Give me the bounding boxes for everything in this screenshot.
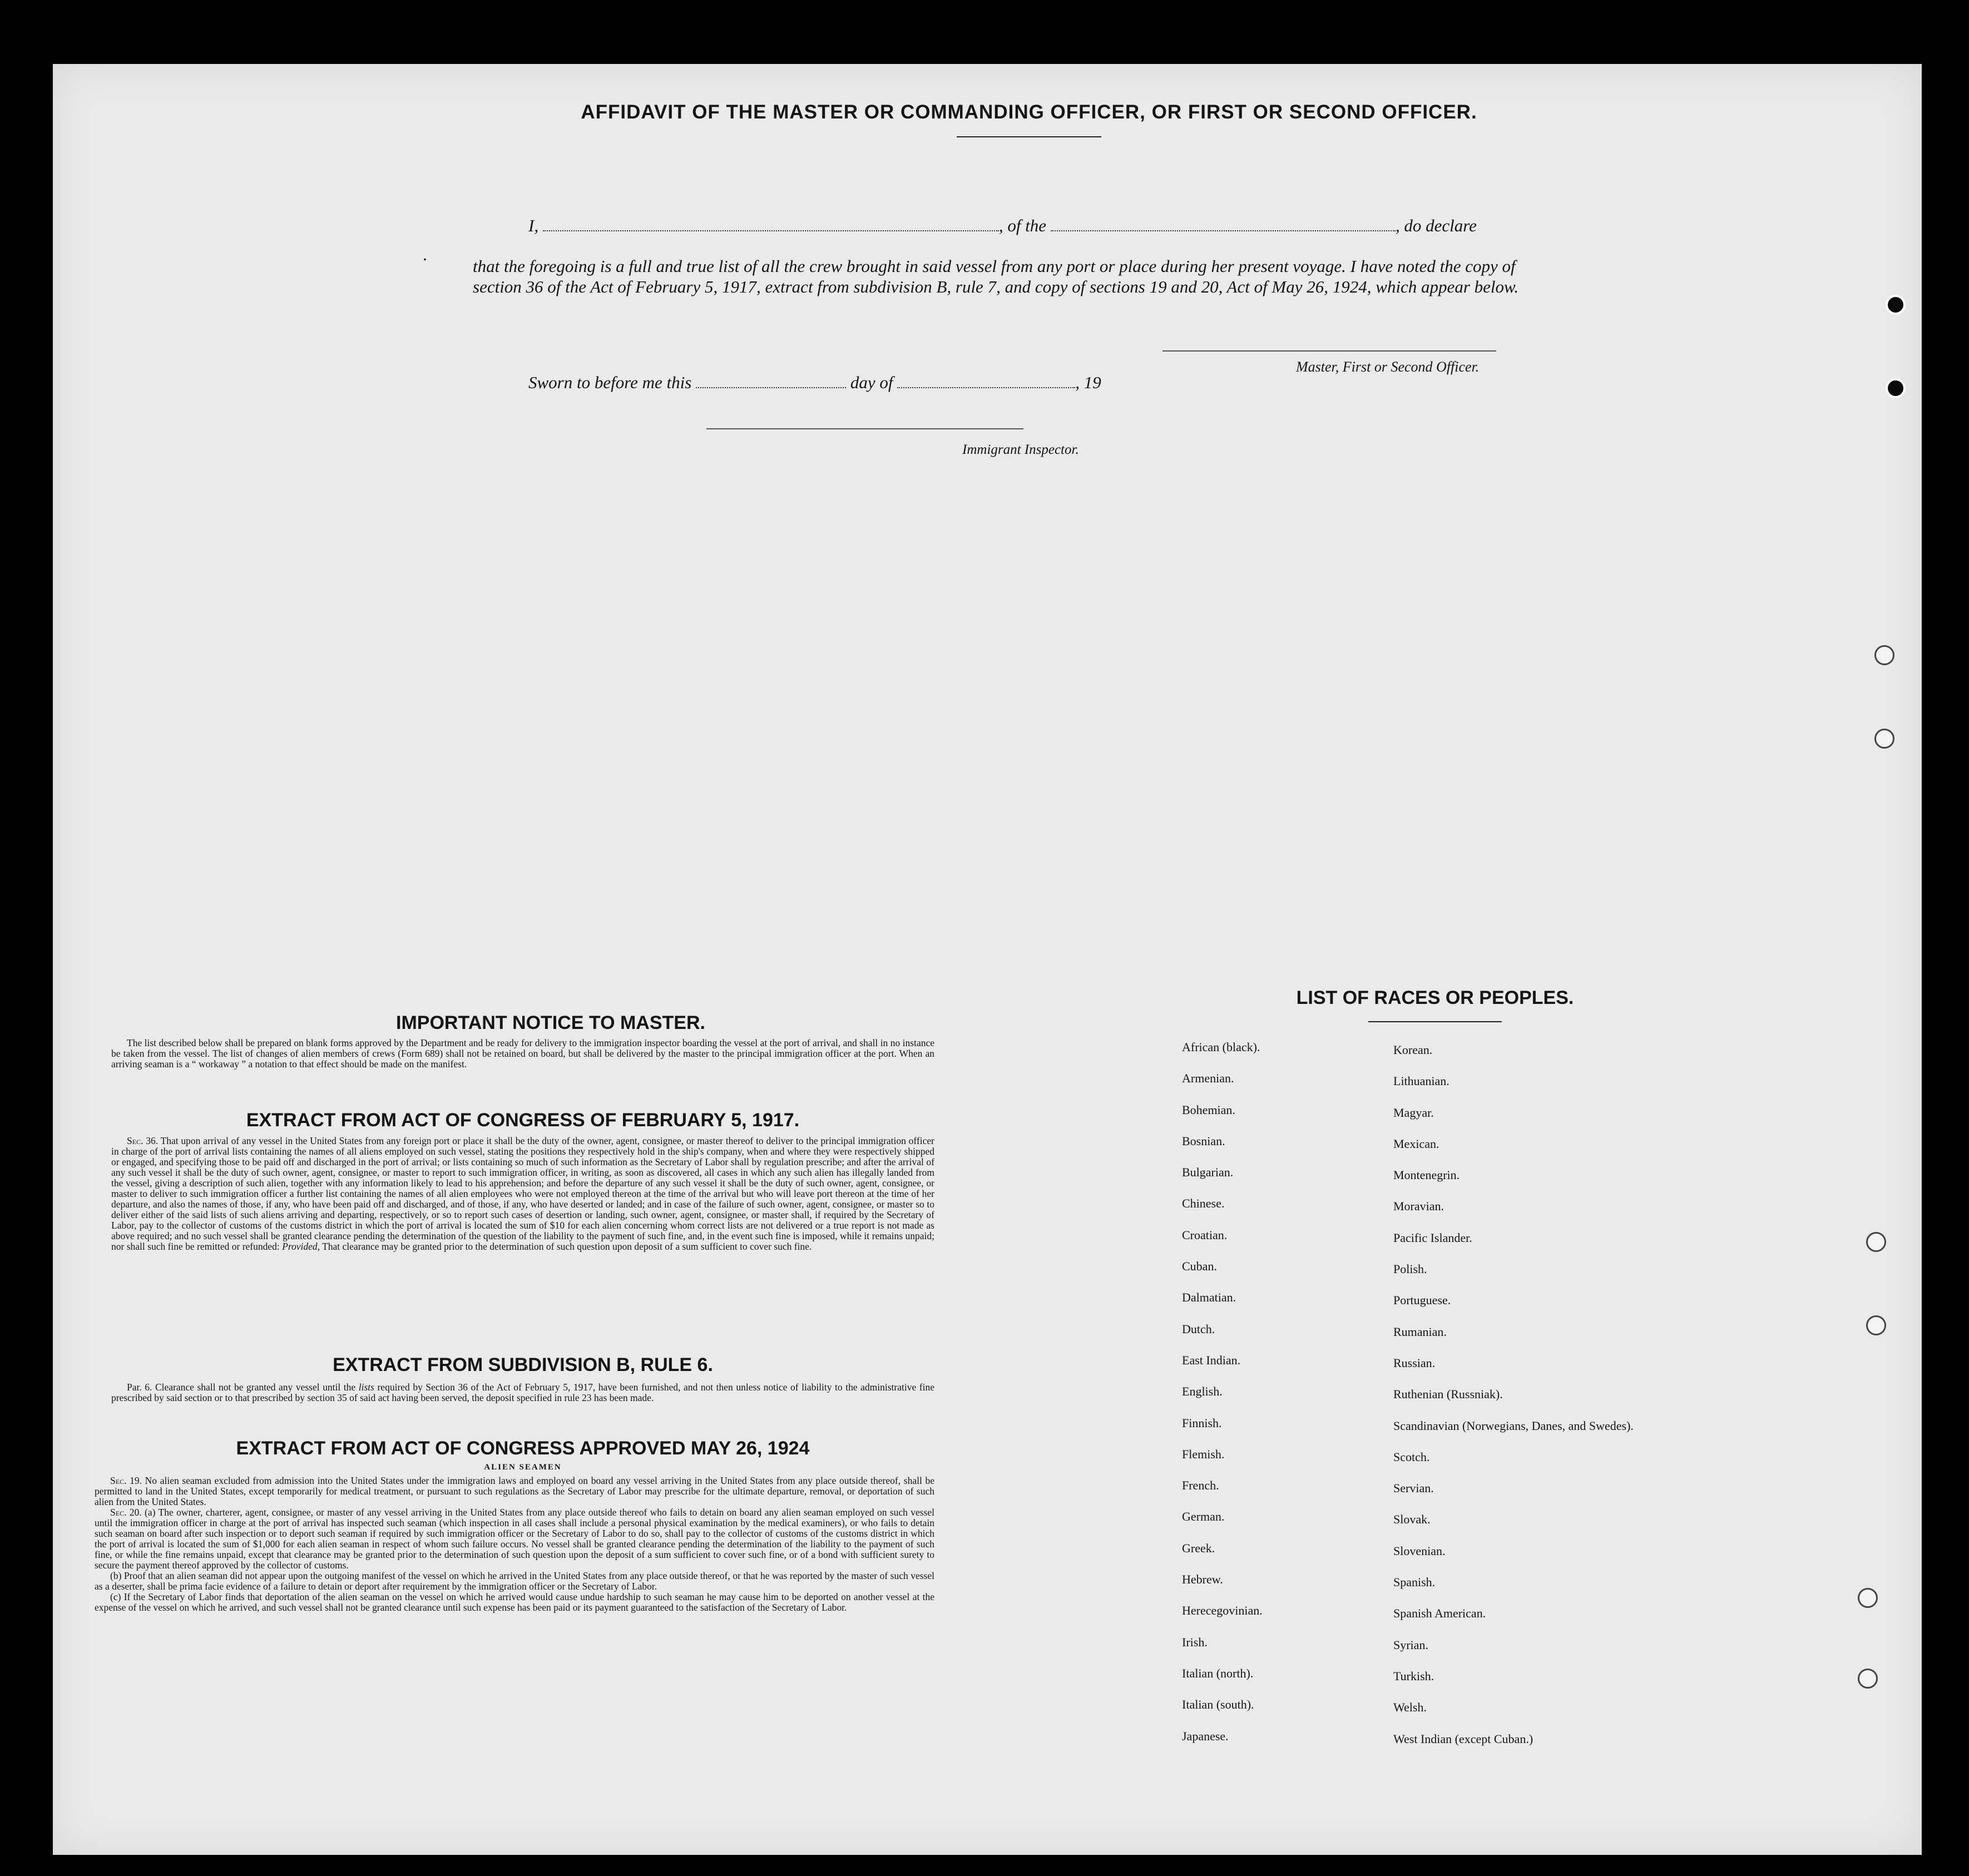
sworn-month-field[interactable] [897, 387, 1075, 388]
sworn-day-field[interactable] [696, 387, 846, 388]
race-item: Croatian. [1182, 1227, 1228, 1242]
races-list-left [1182, 1040, 1404, 1760]
punch-hole [1866, 1315, 1886, 1335]
notice-paragraph: The list described below shall be prepared on blank forms approved by the Department and be ready for delivery to the immigration inspector boarding the vessel at the port of arrival, and shall in no instance be taken from the vessel. The list of changes of alien members of crews (Form 689) shall not be retained on board, but shall be delivered by the master to the principal immigration officer at the port. When an arriving seaman is a “ workaway ” a notation to that effect should be made on the manifest. [111, 1037, 934, 1070]
punch-hole [1874, 729, 1894, 749]
race-item: Moravian. [1393, 1199, 1444, 1214]
section-36-label: Sec. 36. [127, 1135, 159, 1146]
race-item: French. [1182, 1478, 1219, 1493]
race-item: Mexican. [1393, 1136, 1439, 1151]
race-item: Korean. [1393, 1043, 1433, 1057]
race-item: East Indian. [1182, 1353, 1241, 1367]
proviso-text: That clearance may be granted prior to the determination of such question upon deposit of a sum sufficient to cover such fine. [322, 1241, 812, 1252]
rule6-paragraph [111, 1382, 934, 1403]
section-19-label: Sec. 19. [110, 1475, 142, 1486]
vessel-name-field[interactable] [1051, 230, 1396, 231]
race-item: Slovenian. [1393, 1543, 1446, 1558]
title-rule [957, 136, 1101, 137]
section-19-text: No alien seaman excluded from admission into the United States under the immigration laws and employed on board any vessel arriving in the United States from any place outside thereof, shall be permitted to land in the United States, except temporarily for medical treatment, or pursuant to such regulations as the Secretary of Labor may prescribe for the ultimate departure, removal, or deportation of such alien from the United States. [95, 1475, 934, 1507]
extract-1924-body [95, 1476, 934, 1613]
race-item: Dutch. [1182, 1321, 1215, 1336]
race-item: Spanish American. [1393, 1606, 1486, 1621]
race-item: Armenian. [1182, 1071, 1234, 1086]
race-item: Russian. [1393, 1355, 1436, 1370]
section-36-text: That upon arrival of any vessel in the United States from any foreign port or place it shall be the duty of the owner, agent, consignee, or master thereof to deliver to the principal immigration officer in charge of the port of arrival lists containing the names of all aliens employed on such vessel, stating the positions they respectively hold in the ship's company, when and where they were respectively shipped or engaged, and specifying those to be paid off and discharged in the port of arrival; or lists containing so much of such information as the Secretary of Labor shall by regulation prescribe; and after the arrival of any such vessel it shall be the duty of such owner, agent, consignee, or master to report to such immigration officer, in writing, as soon as discovered, all cases in which any such alien has illegally landed from the vessel, giving a description of such alien, together with any information likely to lead to his apprehension; and before the departure of any such vessel it shall be the duty of such owner, agent, consignee, or master to deliver to such immigration officer a further list containing the names of all alien employees who were not employed thereon at the time of the arrival but who will leave port thereon at the time of her departure, and also the names of those, if any, who have been paid off and discharged, and of those, if any, who have deserted or landed; and in case of the failure of such owner, agent, consignee, or master so to deliver either of the said lists of such aliens arriving and departing, respectively, or so to report such cases of desertion or landing, such owner, agent, consignee, or master shall, if required by the Secretary of Labor, pay to the collector of customs of the customs district in which the port of arrival is located the sum of $10 for each alien concerning whom correct lists are not delivered or a true report is not made as above required; and no such vessel shall be granted clearance pending the determination of the question of the liability to the payment of such fine, and, in the event such fine is imposed, while it remains unpaid; nor shall such fine be remitted or refunded: [111, 1135, 934, 1252]
section-20-label: Sec. 20. [110, 1507, 142, 1518]
race-item: Finnish. [1182, 1415, 1222, 1430]
section-19-paragraph [95, 1476, 934, 1507]
extract-1917-paragraph [111, 1136, 934, 1252]
declare-end-text: , do declare [1395, 216, 1477, 235]
sworn-prefix-text: Sworn to before me this [528, 373, 692, 392]
extract-1917-title: EXTRACT FROM ACT OF CONGRESS OF FEBRUARY 5, 1917. [246, 1110, 800, 1131]
race-item: Herecegovinian. [1182, 1603, 1263, 1618]
race-item: Polish. [1393, 1262, 1427, 1276]
race-item: Magyar. [1393, 1105, 1434, 1120]
section-20a-paragraph [95, 1507, 934, 1571]
rule6-italic-lists: lists [358, 1382, 374, 1393]
race-item: Flemish. [1182, 1447, 1225, 1461]
race-item: Slovak. [1393, 1512, 1431, 1527]
race-item: Lithuanian. [1393, 1074, 1449, 1088]
race-item: Syrian. [1393, 1637, 1428, 1652]
declare-i-text: I, [528, 216, 539, 235]
race-item: Pacific Islander. [1393, 1230, 1472, 1245]
alien-seamen-subtitle: ALIEN SEAMEN [484, 1463, 562, 1472]
race-item: Ruthenian (Russniak). [1393, 1387, 1503, 1402]
races-title: LIST OF RACES OR PEOPLES. [1296, 987, 1574, 1008]
master-name-field[interactable] [543, 230, 999, 231]
race-item: Rumanian. [1393, 1324, 1447, 1339]
rule6-text-after: required by Section 36 of the Act of February 5, 1917, have been furnished, and not then unless notice of liability to the administrative fine prescribed by said section or to that prescribed by section 35 of said act having been served, the deposit specified in rule 23 has been made. [111, 1382, 935, 1403]
race-item: Cuban. [1182, 1259, 1217, 1274]
race-item: Italian (north). [1182, 1666, 1254, 1680]
race-item: Scandinavian (Norwegians, Danes, and Swedes). [1393, 1418, 1634, 1433]
races-list-right [1393, 1043, 1683, 1763]
notice-title: IMPORTANT NOTICE TO MASTER. [396, 1012, 705, 1033]
extract-rule6-title: EXTRACT FROM SUBDIVISION B, RULE 6. [333, 1354, 713, 1375]
section-20b-paragraph: (b) Proof that an alien seaman did not appear upon the outgoing manifest of the vessel on which he arrived in the United States from any place outside thereof, or that he was reported by the master of such vessel as a deserter, shall be prima facie evidence of a failure to detain or deport after requirement by the immigration officer or the Secretary of Labor. [95, 1570, 934, 1592]
master-signature-label: Master, First or Second Officer. [1296, 359, 1480, 375]
punch-hole [1858, 1669, 1878, 1689]
race-item: Scotch. [1393, 1449, 1430, 1464]
race-item: Turkish. [1393, 1669, 1434, 1683]
race-item: Hebrew. [1182, 1572, 1223, 1587]
proviso-label: Provided, [282, 1241, 320, 1252]
race-item: Bulgarian. [1182, 1165, 1234, 1180]
sworn-year-text: , 19 [1075, 373, 1101, 392]
race-item: Greek. [1182, 1541, 1215, 1555]
race-item: German. [1182, 1509, 1225, 1524]
affidavit-title: AFFIDAVIT OF THE MASTER OR COMMANDING OFFICER, OR FIRST OR SECOND OFFICER. [581, 101, 1477, 123]
extract-1917-body [111, 1136, 934, 1252]
affidavit-declaration-line [528, 216, 1541, 236]
punch-hole [1866, 1232, 1886, 1252]
race-item: Bosnian. [1182, 1133, 1225, 1148]
inspector-label: Immigrant Inspector. [962, 442, 1079, 457]
extract-1924-title: EXTRACT FROM ACT OF CONGRESS APPROVED MAY 26, 1924 [236, 1438, 810, 1459]
punch-hole [1858, 1588, 1878, 1608]
race-item: Welsh. [1393, 1700, 1427, 1715]
notice-body [111, 1038, 934, 1070]
race-item: Spanish. [1393, 1575, 1436, 1590]
section-20a-text: (a) The owner, charterer, agent, consignee, or master of any vessel arriving in the United States from any place outside thereof who fails to detain on board any alien seaman employed on such vessel until the immigration officer in charge at the port of arrival has inspected such seaman (which inspection in all cases shall include a personal physical examination by the medical examiners), or who fails to detain such seaman on board after such inspection or to deport such seaman if required by such immigration officer or the Secretary of Labor to do so, shall pay to the collector of customs of the customs district in which the port of arrival is located the sum of $1,000 for each alien seaman in respect of whom such failure occurs. No vessel shall be granted clearance pending the determination of the liability to the payment of such fine, or while the fine remains unpaid, except that clearance may be granted prior to the determination of such question upon the deposit of a sum sufficient to cover such fine, or of a bond with sufficient surety to secure the payment thereof approved by the collector of customs. [95, 1507, 934, 1571]
affidavit-body: that the foregoing is a full and true list of all the crew brought in said vessel from any port or place during her present voyage. I have noted the copy of section 36 of the Act of February 5, 1917, extract from subdivision B, rule 7, and copy of sections 19 and 20, Act of May 26, 1924, which appear below. [473, 256, 1519, 296]
race-item: English. [1182, 1384, 1223, 1399]
punch-hole [1886, 295, 1906, 315]
margin-dot: . [423, 245, 427, 264]
race-item: Italian (south). [1182, 1697, 1254, 1712]
race-item: Irish. [1182, 1635, 1208, 1649]
master-signature-line[interactable] [1162, 350, 1496, 352]
race-item: Montenegrin. [1393, 1168, 1460, 1182]
declare-of-the-text: , of the [998, 216, 1047, 235]
race-item: Japanese. [1182, 1729, 1229, 1743]
race-item: Dalmatian. [1182, 1290, 1236, 1305]
sworn-day-text: day of [850, 373, 893, 392]
race-item: Chinese. [1182, 1196, 1225, 1211]
section-20c-paragraph: (c) If the Secretary of Labor finds that deportation of the alien seaman on the vessel on which he arrived would cause undue hardship to such seaman he may cause him to be deported on another vessel at the expense of the vessel on which he arrived, and such vessel shall not be granted clearance until such expense has been paid or its payment guaranteed to the satisfaction of the Secretary of Labor. [95, 1591, 934, 1613]
punch-hole [1874, 645, 1894, 665]
sworn-statement [528, 373, 1251, 393]
race-item: Portuguese. [1393, 1293, 1451, 1308]
inspector-signature-line[interactable] [706, 428, 1023, 429]
rule6-text-before: Par. 6. Clearance shall not be granted any vessel until the [127, 1382, 356, 1393]
race-item: Bohemian. [1182, 1102, 1235, 1117]
races-title-rule [1368, 1021, 1502, 1022]
race-item: African (black). [1182, 1040, 1260, 1054]
punch-hole [1886, 378, 1906, 398]
race-item: Servian. [1393, 1481, 1434, 1496]
race-item: West Indian (except Cuban.) [1393, 1731, 1533, 1746]
extract-rule6-body [111, 1382, 934, 1403]
